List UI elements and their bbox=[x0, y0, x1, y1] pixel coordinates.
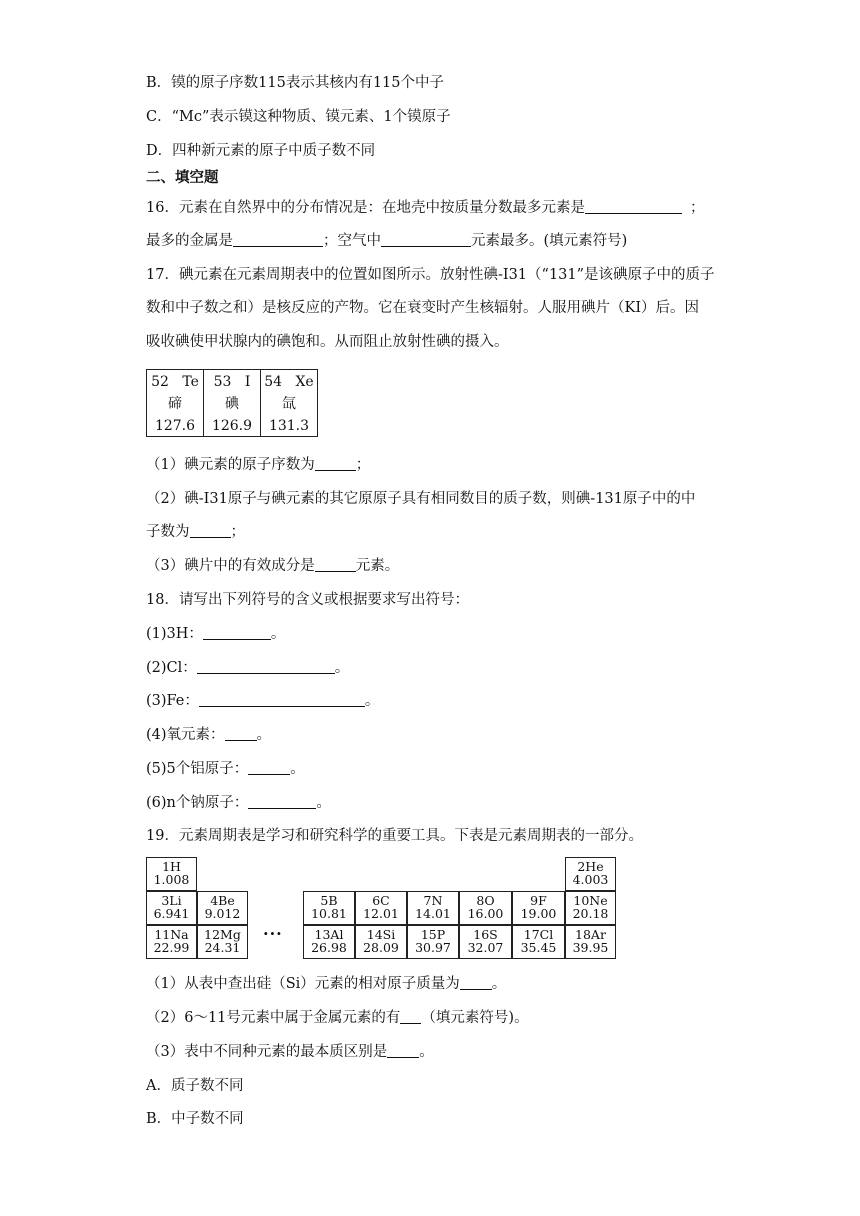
q18-item-4: (4)氧元素： 。 bbox=[146, 727, 272, 743]
option-b: B．镆的原子序数115表示其核内有115个中子 bbox=[146, 75, 445, 91]
q17-line2: 数和中子数之和）是核反应的产物。它在衰变时产生核辐射。人服用碘片（KI）后。因 bbox=[146, 300, 700, 316]
q16-line1: 16．元素在自然界中的分布情况是：在地壳中按质量分数最多元素是 ； bbox=[146, 200, 705, 216]
q18-blank-1[interactable] bbox=[203, 625, 271, 640]
q17-sub2-line2: 子数为 ； bbox=[146, 524, 245, 540]
q18-blank-6[interactable] bbox=[248, 794, 316, 809]
element-he-cell: 2He 4.003 bbox=[565, 857, 616, 891]
element-mg-cell: 12Mg 24.31 bbox=[197, 925, 248, 959]
q16-line2: 最多的金属是 ；空气中 元素最多。(填元素符号) bbox=[146, 233, 628, 249]
element-c-cell: 6C 12.01 bbox=[355, 891, 407, 925]
q19-prompt: 19．元素周期表是学习和研究科学的重要工具。下表是元素周期表的一部分。 bbox=[146, 828, 643, 844]
q16-blank-1[interactable] bbox=[585, 199, 682, 214]
element-h-cell: 1H 1.008 bbox=[146, 857, 197, 891]
q17-line1: 17．碘元素在元素周期表中的位置如图所示。放射性碘-I31（“131”是该碘原子中的质子 bbox=[146, 267, 715, 283]
element-i-cell: 53 I 碘 126.9 bbox=[204, 370, 261, 437]
q19-blank-1[interactable] bbox=[460, 975, 492, 990]
q18-blank-3[interactable] bbox=[199, 692, 365, 707]
q17-sub3: （3）碘片中的有效成分是 元素。 bbox=[146, 558, 400, 574]
element-n-cell: 7N 14.01 bbox=[407, 891, 459, 925]
ellipsis-dots: ··· bbox=[263, 924, 283, 943]
element-si-cell: 14Si 28.09 bbox=[355, 925, 407, 959]
q19-blank-3[interactable] bbox=[387, 1043, 419, 1058]
q19-sub3: （3）表中不同种元素的最本质区别是 。 bbox=[146, 1044, 434, 1060]
q19-blank-2[interactable] bbox=[400, 1009, 421, 1024]
q18-prompt: 18．请写出下列符号的含义或根据要求写出符号： bbox=[146, 592, 469, 608]
element-ar-cell: 18Ar 39.95 bbox=[565, 925, 616, 959]
q17-line3: 吸收碘使甲状腺内的碘饱和。从而阻止放射性碘的摄入。 bbox=[146, 334, 509, 350]
q17-blank-1[interactable] bbox=[315, 456, 356, 471]
option-d: D．四种新元素的原子中质子数不同 bbox=[146, 143, 376, 159]
element-o-cell: 8O 16.00 bbox=[459, 891, 512, 925]
q18-blank-2[interactable] bbox=[197, 659, 335, 674]
element-f-cell: 9F 19.00 bbox=[512, 891, 565, 925]
q17-blank-3[interactable] bbox=[315, 557, 356, 572]
q17-sub2-line1: （2）碘-I31原子与碘元素的其它原原子具有相同数目的质子数，则碘-131原子中的中 bbox=[146, 491, 696, 507]
element-s-cell: 16S 32.07 bbox=[459, 925, 512, 959]
element-al-cell: 13Al 26.98 bbox=[303, 925, 355, 959]
element-b-cell: 5B 10.81 bbox=[303, 891, 355, 925]
q17-blank-2[interactable] bbox=[190, 523, 231, 538]
element-na-cell: 11Na 22.99 bbox=[146, 925, 197, 959]
element-te-cell: 52 Te 碲 127.6 bbox=[147, 370, 204, 437]
q18-item-5: (5)5个铝原子： 。 bbox=[146, 761, 305, 777]
periodic-table bbox=[146, 857, 616, 959]
section-heading: 二、填空题 bbox=[146, 169, 219, 186]
element-be-cell: 4Be 9.012 bbox=[197, 891, 248, 925]
q19-option-a[interactable]: A．质子数不同 bbox=[146, 1078, 244, 1094]
q18-item-2: (2)Cl： 。 bbox=[146, 660, 350, 676]
q16-blank-2[interactable] bbox=[233, 232, 323, 247]
q17-sub1: （1）碘元素的原子序数为 ； bbox=[146, 457, 371, 473]
option-c: C．“Mc”表示镆这种物质、镆元素、1个镆原子 bbox=[146, 109, 451, 125]
q16-blank-3[interactable] bbox=[381, 232, 471, 247]
q19-option-b[interactable]: B．中子数不同 bbox=[146, 1111, 244, 1127]
q18-blank-5[interactable] bbox=[248, 760, 290, 775]
q18-item-1: (1)3H： 。 bbox=[146, 626, 286, 642]
q19-sub2: （2）6～11号元素中属于金属元素的有 （填元素符号)。 bbox=[146, 1010, 529, 1026]
iodine-element-table bbox=[146, 369, 318, 437]
element-ne-cell: 10Ne 20.18 bbox=[565, 891, 616, 925]
q18-blank-4[interactable] bbox=[225, 726, 257, 741]
element-cl-cell: 17Cl 35.45 bbox=[512, 925, 565, 959]
q19-sub1: （1）从表中查出硅（Si）元素的相对原子质量为 。 bbox=[146, 976, 507, 992]
q18-item-6: (6)n个钠原子： 。 bbox=[146, 795, 331, 811]
q16-text: 16．元素在自然界中的分布情况是：在地壳中按质量分数最多元素是 bbox=[146, 200, 585, 216]
element-p-cell: 15P 30.97 bbox=[407, 925, 459, 959]
element-li-cell: 3Li 6.941 bbox=[146, 891, 197, 925]
element-xe-cell: 54 Xe 氙 131.3 bbox=[261, 370, 318, 437]
q18-item-3: (3)Fe： 。 bbox=[146, 693, 380, 709]
